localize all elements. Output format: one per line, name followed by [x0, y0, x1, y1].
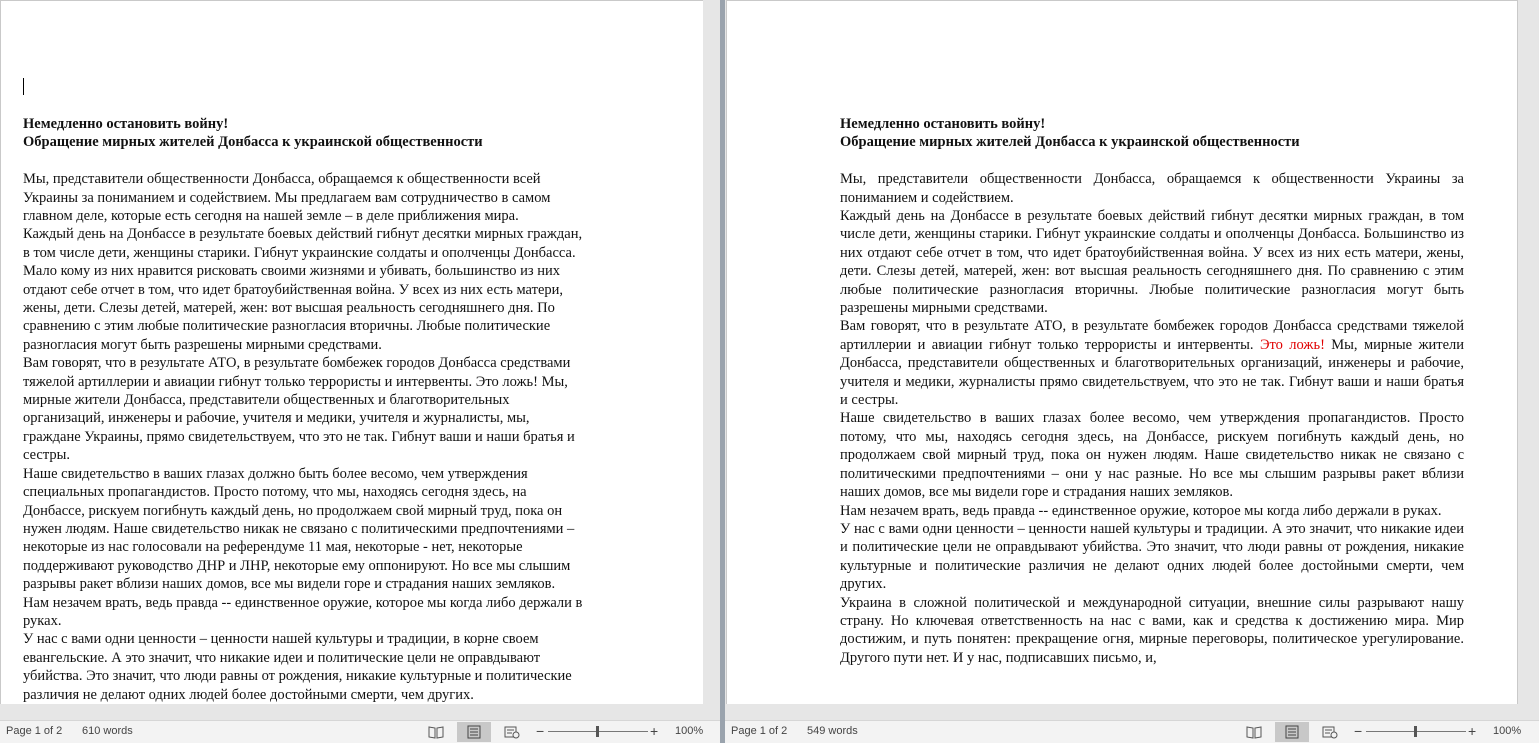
text-line: У нас с вами одни ценности – ценности нашей культуры и традиции, в корне своем — [23, 631, 539, 648]
web-layout-button[interactable] — [1313, 722, 1347, 742]
print-layout-button[interactable] — [457, 722, 491, 742]
text-line: организаций, инженеры и рабочие, учителя и медики, учителя и журналисты, мы, — [23, 410, 530, 427]
document-title: Немедленно остановить войну! — [23, 116, 229, 132]
zoom-in-button[interactable]: + — [1468, 723, 1477, 739]
text-line: отдают себе отчет в том, что идет братоубийственная война. У всех из них есть матери, — [23, 281, 564, 298]
paragraph: Украина в сложной политической и международной ситуации, внешние силы разрывают нашу страну. Но ключевая ответственность на нас с вами, как и средства к достижению мира. Мир достижим, и путь понятен: прекращение огня, мирные переговоры, политическое урегулирование. Другого пути нет. И у нас, подписавших письмо, и, — [840, 594, 1464, 666]
paragraph: Мы, представители общественности Донбасса, обращаемся к общественности Украины за пониманием и содействием. — [840, 171, 1464, 206]
text-line: руках. — [23, 612, 62, 629]
document-body-right[interactable] — [840, 115, 1464, 667]
read-mode-button[interactable] — [1237, 722, 1271, 742]
paragraph: Нам незачем врать, ведь правда -- единственное оружие, которое мы когда либо держали в руках. — [840, 502, 1442, 519]
text-line: Мало кому из них нравится рисковать своими жизнями и убивать, большинство из них — [23, 263, 560, 280]
text-line: сравнению с этим любые политические разногласия вторичны. Любые политические — [23, 318, 551, 335]
paragraph-ato — [840, 317, 1464, 409]
web-layout-icon — [1322, 725, 1338, 739]
text-line: некоторые из нас голосовали на референдуме 11 мая, некоторые - нет, некоторые — [23, 539, 523, 556]
text-line: мирные жители Донбасса, представители общественных и благотворительных — [23, 392, 510, 409]
page-count[interactable]: Page 1 of 2 — [6, 725, 63, 737]
highlighted-phrase: Это ложь! — [1259, 336, 1325, 353]
zoom-slider-thumb[interactable] — [1414, 726, 1417, 737]
text-line: убийства. Это значит, что люди равны от рождения, никакие культурные и политические — [23, 668, 572, 685]
body-lines — [23, 170, 648, 704]
text-line: специальных пропагандистов. Просто потому, что мы, находясь сегодня здесь, на — [23, 484, 527, 501]
web-layout-button[interactable] — [495, 722, 529, 742]
page-count[interactable]: Page 1 of 2 — [731, 725, 788, 737]
text-line: разногласия могут быть разрешены мирными средствами. — [23, 336, 382, 353]
text-line: тяжелой артиллерии и авиации гибнут только террористы и интервенты. Это ложь! Мы, — [23, 373, 568, 390]
text-line: разрывы ракет вблизи наших домов, все мы видели горе и страдания наших земляков. — [23, 576, 556, 593]
text-line: главном деле, которые есть сегодня на нашей земле – в деле приближения мира. — [23, 208, 519, 225]
paragraph: Наше свидетельство в ваших глазах более весомо, чем утверждения пропагандистов. Просто потому, что мы, находясь сегодня здесь, на Донбассе, рискуем погибнуть каждый день, но продолжаем свой мирный труд, пока он нужен людям. Наше свидетельство никак не связано с политическими предпочтениями – они у нас разные. Но все мы слышим разрывы ракет вблизи наших домов, все мы видели горе и страдания наших земляков. — [840, 410, 1464, 501]
document-body-left[interactable] — [23, 115, 648, 704]
text-line: в том числе дети, женщины старики. Гибнут украинские солдаты и ополченцы Донбасса. — [23, 244, 576, 261]
text-line: Донбассе, рискуем погибнуть каждый день, но продолжаем свой мирный труд, пока он — [23, 502, 563, 519]
text-line: жены, дети. Слезы детей, матерей, жен: вот высшая реальность сегодняшнего дня. По — [23, 300, 555, 317]
text-line: Каждый день на Донбассе в результате боевых действий гибнут десятки мирных граждан, — [23, 226, 583, 243]
zoom-slider-thumb[interactable] — [596, 726, 599, 737]
text-line: поддерживают руководство ДНР и ЛНР, некоторые ему оппонируют. Но все мы слышим — [23, 557, 571, 574]
page-layout-icon — [1285, 725, 1299, 739]
paragraph: У нас с вами одни ценности – ценности нашей культуры и традиции. А это значит, что никакие идеи и политические цели не оправдывают убийства. Это значит, что люди равны от рождения, никакие культурные и политические различия не делают одних людей более достойными смерти, чем других. — [840, 520, 1464, 593]
zoom-in-button[interactable]: + — [650, 723, 659, 739]
text-line: Нам незачем врать, ведь правда -- единственное оружие, которое мы когда либо держали в — [23, 594, 583, 611]
text-cursor — [23, 78, 24, 95]
zoom-level[interactable]: 100% — [675, 725, 704, 737]
text-line: евангельские. А это значит, что никакие идеи и политические цели не оправдывают — [23, 649, 541, 666]
paragraph-text: Вам говорят, что в результате АТО, в результате бомбежек городов Донбасса средствами тяжелой артиллерии и авиации гибнут только террористы и интервенты. — [840, 318, 1464, 353]
document-page-left[interactable] — [0, 0, 704, 704]
document-subtitle: Обращение мирных жителей Донбасса к украинской общественности — [840, 134, 1300, 151]
document-page-right[interactable] — [726, 0, 1518, 704]
text-line: Наше свидетельство в ваших глазах должно быть более весомо, чем утверждения — [23, 465, 528, 482]
page-layout-icon — [467, 725, 481, 739]
paragraph: Каждый день на Донбассе в результате боевых действий гибнут десятки мирных граждан, в том числе дети, женщины старики. Гибнут украинские солдаты и ополченцы Донбасса. Большинство из них отдают себе отчет в том, что идет братоубийственная война. У всех из них есть матери, жены, дети. Слезы детей, матерей, жен: вот высшая реальность сегодняшнего дня. По сравнению с этим любые политические разногласия вторичны. Любые политические разногласия могут быть разрешены мирными средствами. — [840, 208, 1464, 317]
text-line: различия не делают одних людей более достойными смерти, чем других. — [23, 686, 474, 703]
text-line: сестры. — [23, 447, 70, 464]
vertical-scrollbar-right[interactable] — [1522, 0, 1539, 720]
text-line: Вам говорят, что в результате АТО, в результате бомбежек городов Донбасса средствами — [23, 355, 571, 372]
empty-line — [23, 152, 648, 170]
zoom-out-button[interactable]: − — [536, 723, 545, 739]
print-layout-button[interactable] — [1275, 722, 1309, 742]
document-subtitle: Обращение мирных жителей Донбасса к украинской общественности — [23, 134, 483, 151]
read-mode-button[interactable] — [419, 722, 453, 742]
left-document-window — [0, 0, 720, 743]
book-icon — [428, 725, 444, 739]
web-layout-icon — [504, 725, 520, 739]
document-area-right[interactable] — [725, 0, 1539, 720]
status-bar-right — [725, 720, 1539, 743]
paragraph-text: Мы, мирные жители Донбасса, представители общественных и благотворительных организаций, инженеры и рабочие, учителя и медики, журналисты прямо свидетельствуем, что это не так. Гибнут ваши и наши братья и сестры. — [840, 336, 1464, 409]
book-icon — [1246, 725, 1262, 739]
document-area-left[interactable] — [0, 0, 720, 720]
text-line: нужен людям. Наше свидетельство никак не связано с политическими предпочтениями – — [23, 520, 575, 537]
vertical-scrollbar-left[interactable] — [703, 0, 720, 720]
status-bar-left — [0, 720, 720, 743]
text-line: граждане Украины, прямо свидетельствуем, что это не так. Гибнут ваши и наши братья и — [23, 428, 575, 445]
zoom-level[interactable]: 100% — [1493, 725, 1522, 737]
word-count[interactable]: 549 words — [807, 725, 858, 737]
text-line: Мы, представители общественности Донбасса, обращаемся к общественности всей — [23, 171, 541, 188]
word-count[interactable]: 610 words — [82, 725, 133, 737]
document-title: Немедленно остановить войну! — [840, 116, 1046, 132]
empty-line — [840, 152, 1464, 170]
right-document-window — [725, 0, 1539, 743]
text-line: Украины за пониманием и содействием. Мы предлагаем вам сотрудничество в самом — [23, 189, 551, 206]
zoom-out-button[interactable]: − — [1354, 723, 1363, 739]
